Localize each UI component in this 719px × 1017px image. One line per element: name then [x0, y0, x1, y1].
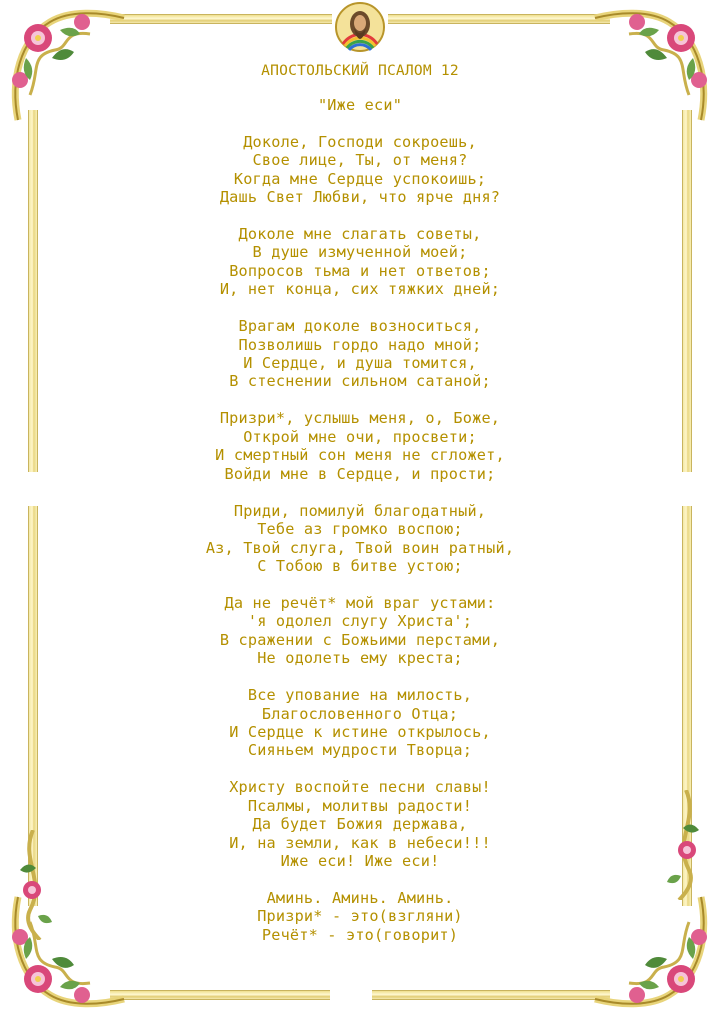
document-title: АПОСТОЛЬСКИЙ ПСАЛОМ 12 — [261, 62, 459, 79]
document-subtitle: "Иже еси" — [317, 96, 403, 115]
verse-line: В стеснении сильном сатаной; — [229, 372, 491, 391]
verse-line: Призри*, услышь меня, о, Боже, — [219, 409, 501, 428]
footnote-line: Призри* - это(взгляни) — [257, 907, 463, 926]
frame-top-right-bar — [388, 14, 610, 24]
verse-line: 'я одолел слугу Христа'; — [247, 612, 473, 631]
frame-bottom-right-bar — [372, 990, 610, 1000]
stanza — [90, 778, 630, 870]
verse-line: И, на земли, как в небеси!!! — [229, 833, 491, 852]
verse-line: Войди мне в Сердце, и прости; — [224, 464, 496, 483]
stanza — [90, 409, 630, 483]
stanza — [90, 133, 630, 207]
verse-line: И, нет конца, сих тяжких дней; — [219, 280, 501, 299]
verse-line: Вопросов тьма и нет ответов; — [229, 261, 491, 280]
verse-line: Открой мне очи, просвети; — [243, 427, 477, 446]
verse-line: Свое лице, Ты, от меня? — [252, 151, 468, 170]
floral-side-left-icon — [10, 830, 56, 940]
stanza — [90, 317, 630, 391]
floral-side-right-icon — [663, 790, 709, 900]
verse-line: Позволишь гордо надо мной; — [238, 335, 482, 354]
verse-line: В сражении с Божьими перстами, — [219, 630, 501, 649]
verse-line: Дашь Свет Любви, что ярче дня? — [219, 188, 501, 207]
verse-line: Христу воспойте песни славы! — [229, 778, 491, 797]
frame-bottom-left-bar — [110, 990, 330, 1000]
verse-line: И Сердце к истине открылось, — [229, 722, 491, 741]
amen-line: Аминь. Аминь. Аминь. — [266, 888, 454, 907]
verse-line: И смертный сон меня не сгложет, — [215, 446, 505, 465]
verse-line: Врагам доколе возноситься, — [238, 317, 482, 336]
frame-left-upper-bar — [28, 110, 38, 472]
frame-top-left-bar — [110, 14, 332, 24]
verse-line: Приди, помилуй благодатный, — [233, 501, 487, 520]
verse-line: Все упование на милость, — [247, 686, 473, 705]
psalm-text — [90, 62, 630, 944]
verse-line: Когда мне Сердце успокоишь; — [233, 169, 487, 188]
verse-line: Не одолеть ему креста; — [257, 649, 463, 668]
frame-right-upper-bar — [682, 110, 692, 472]
verse-line: В душе измученной моей; — [252, 243, 468, 262]
stanza — [90, 225, 630, 299]
verse-line: Благословенного Отца; — [261, 704, 459, 723]
verse-line: Псалмы, молитвы радости! — [247, 796, 473, 815]
verse-line: Аз, Твой слуга, Твой воин ратный, — [205, 538, 515, 557]
stanza — [90, 686, 630, 760]
verse-line: Тебе аз громко воспою; — [257, 520, 463, 539]
verse-line: Доколе, Господи сокроешь, — [243, 132, 477, 151]
stanza — [90, 502, 630, 576]
verse-line: И Сердце, и душа томится, — [243, 354, 477, 373]
stanza — [90, 594, 630, 668]
verse-line: Сияньем мудрости Творца; — [247, 741, 473, 760]
footnote-line: Речёт* - это(говорит) — [261, 925, 459, 944]
verse-line: Да будет Божия держава, — [252, 815, 468, 834]
verse-line: Да не речёт* мой враг устами: — [224, 593, 496, 612]
verse-line: С Тобою в битве устою; — [257, 556, 463, 575]
christ-medallion-icon — [335, 2, 385, 52]
verse-line: Доколе мне слагать советы, — [238, 225, 482, 244]
ending-notes — [90, 889, 630, 944]
verse-line: Иже еси! Иже еси! — [280, 851, 440, 870]
